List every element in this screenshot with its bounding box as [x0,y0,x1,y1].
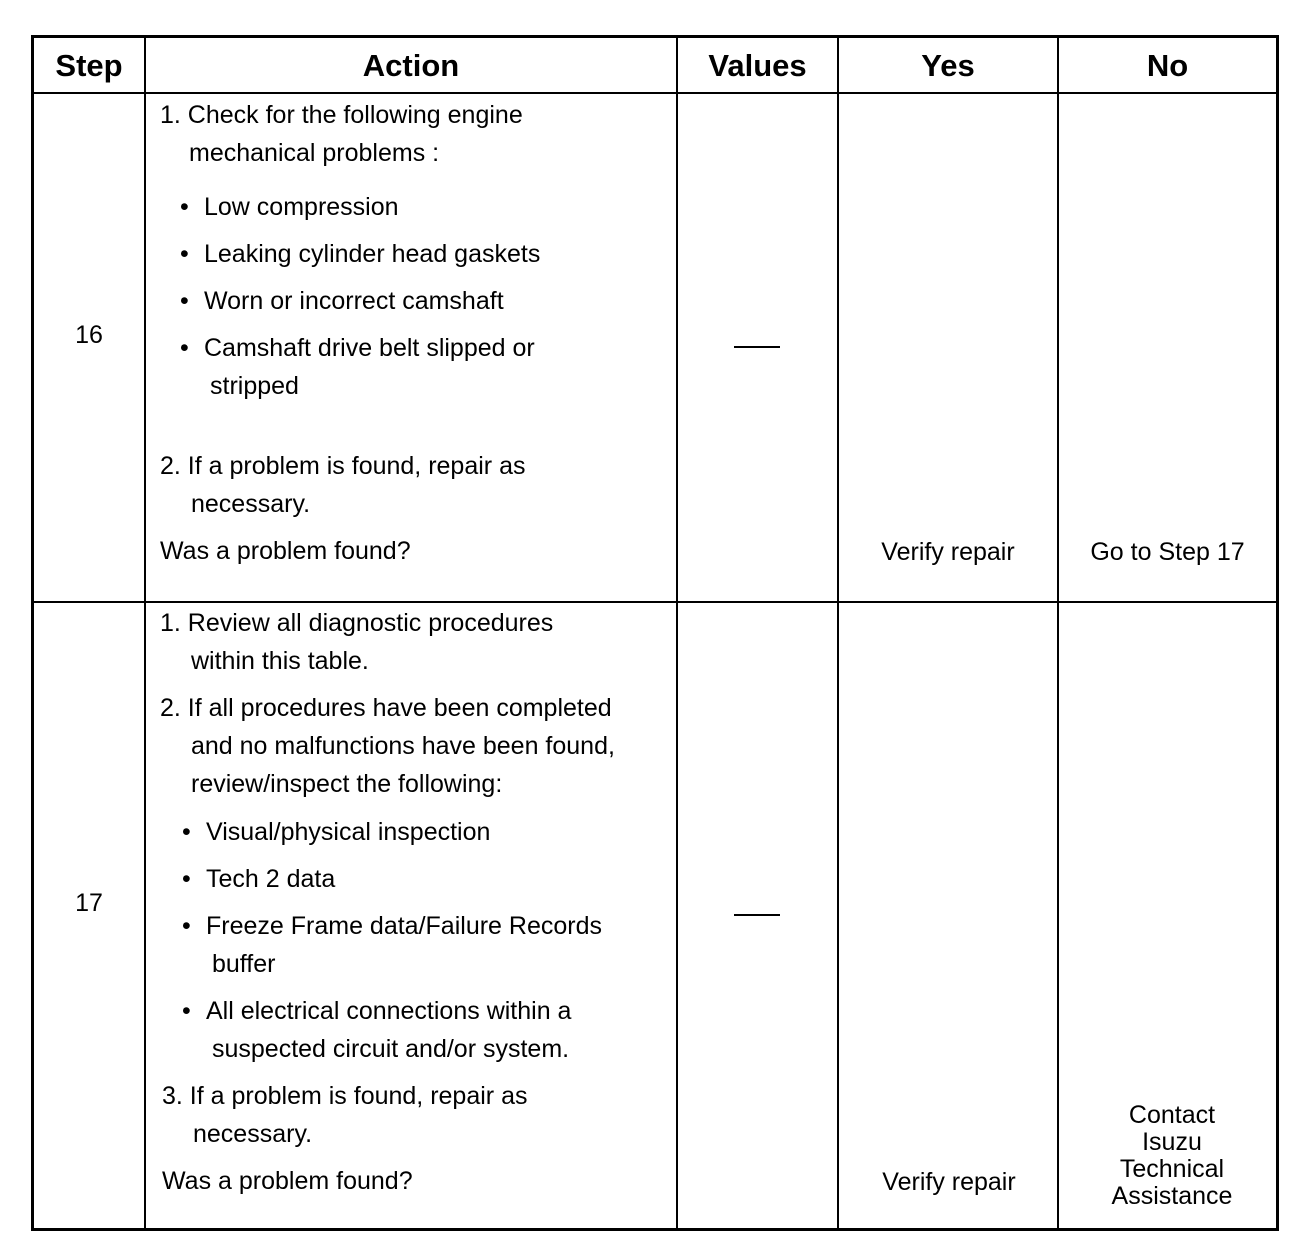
bullet-dot: • [180,240,189,268]
bullet-text: Freeze Frame data/Failure Records [206,912,602,940]
bullet-dot: • [180,193,189,221]
no-result-line: Contact [1128,1101,1216,1129]
action-line: 2. If a problem is found, repair as [160,452,526,480]
no-result-line: Isuzu [1142,1128,1202,1156]
bullet-text: Worn or incorrect camshaft [204,287,504,315]
no-result-line: Assistance [1111,1182,1233,1210]
header-yes: Yes [921,47,975,83]
no-result [1062,1102,1282,1210]
column-divider [676,38,678,1228]
values-dash [734,914,780,916]
no-result-line: Technical [1119,1155,1225,1183]
bullet-text: stripped [210,372,299,400]
diagnostic-table [31,35,1279,1231]
action-line: within this table. [191,647,369,675]
bullet-dot: • [182,997,191,1025]
column-divider [837,38,839,1228]
yes-result: Verify repair [881,538,1015,566]
action-line: and no malfunctions have been found, [191,732,615,760]
bullet-text: suspected circuit and/or system. [212,1035,570,1063]
row-divider [34,601,1276,603]
header-action: Action [362,47,460,83]
step-number: 17 [75,889,103,917]
bullet-text: buffer [212,950,276,978]
header-no: No [1146,47,1189,83]
action-line: review/inspect the following: [191,770,503,798]
action-line: 1. Review all diagnostic procedures [160,609,554,637]
bullet-dot: • [180,287,189,315]
bullet-text: Camshaft drive belt slipped or [204,334,535,362]
column-divider [144,38,146,1228]
no-result: Go to Step 17 [1090,538,1245,566]
header-values: Values [708,47,807,83]
action-question: Was a problem found? [160,537,411,565]
bullet-dot: • [182,818,191,846]
action-line: 2. If all procedures have been completed [160,694,612,722]
bullet-dot: • [180,334,189,362]
action-line: mechanical problems : [189,139,440,167]
action-line: 1. Check for the following engine [160,101,523,129]
bullet-text: Leaking cylinder head gaskets [204,240,541,268]
bullet-text: Tech 2 data [206,865,336,893]
bullet-text: Visual/physical inspection [206,818,491,846]
header-step: Step [55,47,123,83]
values-dash [734,346,780,348]
bullet-text: All electrical connections within a [206,997,572,1025]
bullet-dot: • [182,865,191,893]
action-question: Was a problem found? [162,1167,413,1195]
bullet-text: Low compression [204,193,399,221]
step-number: 16 [75,321,103,349]
action-line: 3. If a problem is found, repair as [162,1082,528,1110]
action-line: necessary. [191,490,311,518]
yes-result: Verify repair [882,1168,1016,1196]
bullet-dot: • [182,912,191,940]
action-line: necessary. [193,1120,313,1148]
column-divider [1057,38,1059,1228]
